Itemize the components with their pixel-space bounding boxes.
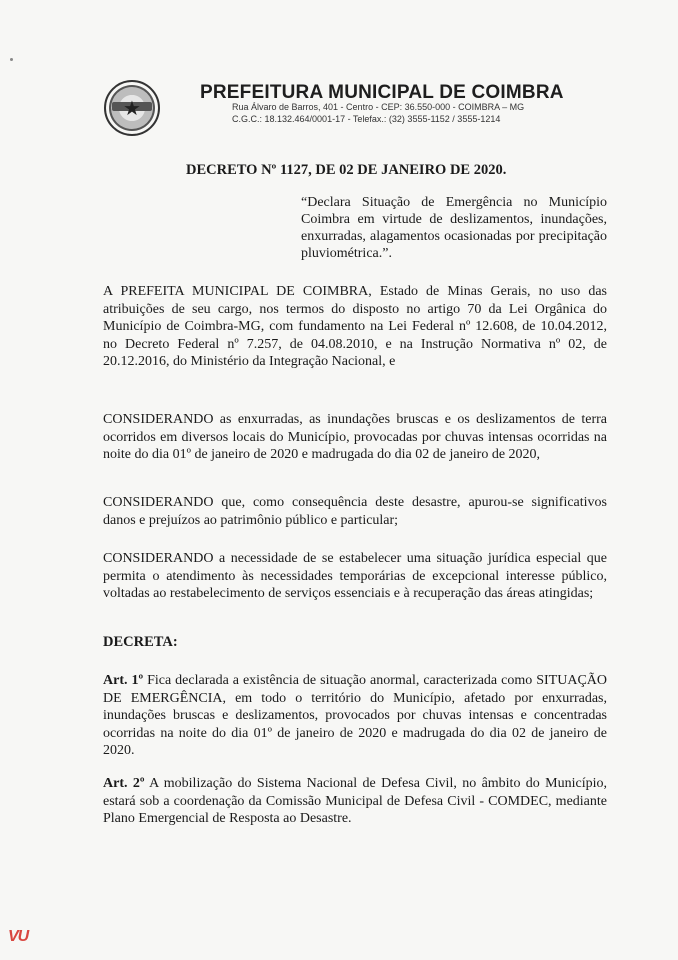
watermark-logo: VU	[8, 928, 29, 945]
municipal-seal-icon	[104, 80, 160, 136]
article-2-label: Art. 2º	[103, 776, 145, 791]
considering-paragraph-1: CONSIDERANDO as enxurradas, as inundações bruscas e os deslizamentos de terra ocorridos em diversos locais do Município, provocadas por chuvas intensas ocorridas na noite do dia 01º de janeiro de 2020 e madrugada do dia 02 de janeiro de 2020,	[103, 412, 607, 463]
scan-speck	[10, 58, 13, 61]
address-line: Rua Álvaro de Barros, 401 - Centro - CEP: 36.550-000 - COIMBRA – MG	[232, 102, 525, 112]
decree-summary: “Declara Situação de Emergência no Município Coimbra em virtude de deslizamentos, inundações, enxurradas, alagamentos ocasionadas por precipitação pluviométrica.”.	[301, 195, 607, 261]
preamble-paragraph: A PREFEITA MUNICIPAL DE COIMBRA, Estado de Minas Gerais, no uso das atribuições de seu cargo, nos termos do disposto no artigo 70 da Lei Orgânica do Município de Coimbra-MG, com fundamento na Lei Federal nº 12.608, de 10.04.2012, no Decreto Federal nº 7.257, de 04.08.2010, e na Instrução Normativa nº 02, de 20.12.2016, do Ministério da Integração Nacional, e	[103, 284, 607, 370]
decree-title: DECRETO Nº 1127, DE 02 DE JANEIRO DE 2020.	[186, 162, 507, 178]
org-name: PREFEITURA MUNICIPAL DE COIMBRA	[200, 82, 564, 103]
considering-paragraph-3: CONSIDERANDO a necessidade de se estabelecer uma situação jurídica especial que permita o atendimento às necessidades temporárias de excepcional interesse público, voltadas ao restabelecimento de serviços essenciais e à recuperação das áreas atingidas;	[103, 551, 607, 602]
article-1	[103, 672, 607, 760]
contact-line: C.G.C.: 18.132.464/0001-17 - Telefax.: (32) 3555-1152 / 3555-1214	[232, 114, 501, 124]
article-2-text: A mobilização do Sistema Nacional de Defesa Civil, no âmbito do Município, estará sob a coordenação da Comissão Municipal de Defesa Civil - COMDEC, mediante Plano Emergencial de Resposta ao Desastre.	[103, 776, 608, 827]
article-2	[103, 775, 607, 828]
decreta-heading: DECRETA:	[103, 634, 178, 650]
article-1-label: Art. 1º	[103, 673, 144, 688]
article-1-text: Fica declarada a existência de situação anormal, caracterizada como SITUAÇÃO DE EMERGÊNCIA, em todo o território do Município, afetado por enxurradas, inundações bruscas e deslizamentos, provocados por chuvas intensas e concentradas ocorridas na noite do dia 01º de janeiro de 2020 e madrugada do dia 02 de janeiro de 2020.	[103, 673, 607, 759]
seal-star-icon: ★	[123, 96, 141, 120]
considering-paragraph-2: CONSIDERANDO que, como consequência deste desastre, apurou-se significativos danos e prejuízos ao patrimônio público e particular;	[103, 495, 607, 528]
